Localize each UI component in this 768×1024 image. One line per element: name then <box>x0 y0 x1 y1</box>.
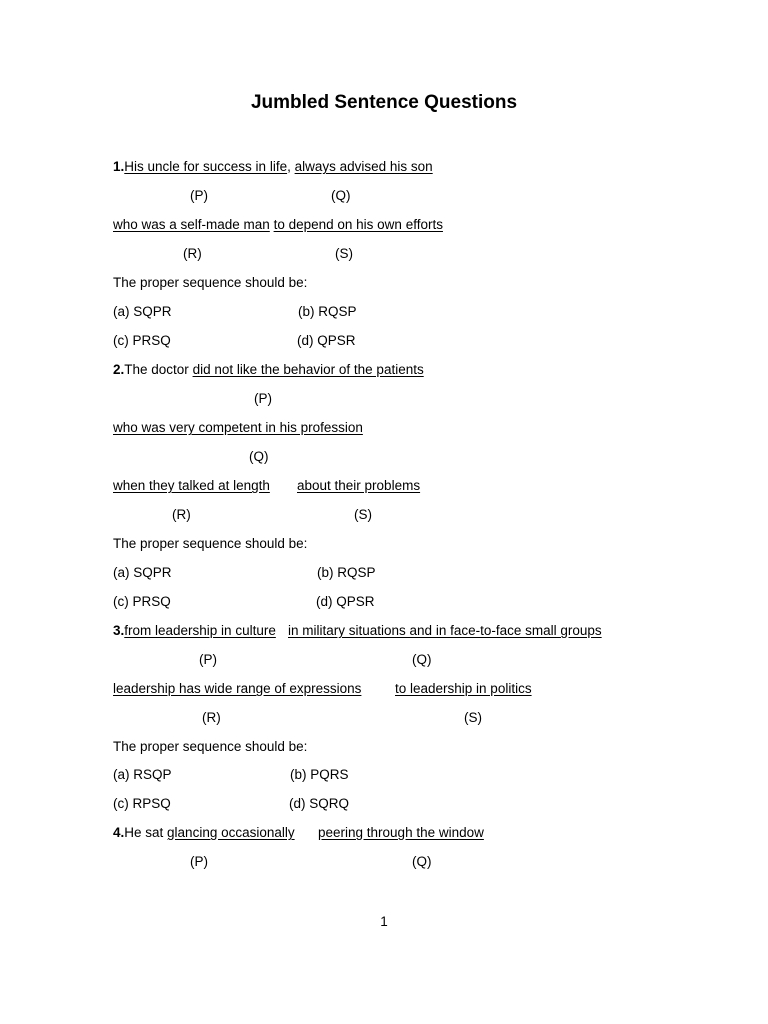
page-title: Jumbled Sentence Questions <box>250 92 518 113</box>
q2-part-p: did not like the behavior of the patients <box>192 362 424 377</box>
q1-option-a: (a) SQPR <box>113 304 172 319</box>
q2-line-2 <box>113 420 363 436</box>
q4-part-q: peering through the window <box>318 825 484 840</box>
q3-number: 3. <box>113 623 125 638</box>
page-number: 1 <box>380 914 388 929</box>
q1-label-r: (R) <box>183 246 202 261</box>
q1-label-s: (S) <box>335 246 353 261</box>
q4-lead: He sat <box>124 825 168 840</box>
q2-lead: The doctor <box>124 362 193 377</box>
q1-part-s: to depend on his own efforts <box>273 217 443 232</box>
q1-label-p: (P) <box>190 188 208 203</box>
q3-option-d: (d) SQRQ <box>289 796 350 811</box>
q4-part-p: glancing occasionally <box>167 825 295 840</box>
q3-part-q: in military situations and in face-to-face small groups <box>288 623 602 638</box>
q4-line-1b <box>318 825 484 841</box>
q2-option-c: (c) PRSQ <box>113 594 171 609</box>
q2-part-r: when they talked at length <box>113 478 270 493</box>
q2-label-s: (S) <box>354 507 372 522</box>
q3-part-r: leadership has wide range of expressions <box>113 681 362 696</box>
q2-label-p: (P) <box>254 391 272 406</box>
q2-option-a: (a) SQPR <box>113 565 172 580</box>
q4-number: 4. <box>113 825 125 840</box>
q1-line-2 <box>113 217 443 233</box>
q3-label-s: (S) <box>464 710 482 725</box>
q3-option-a: (a) RSQP <box>113 767 172 782</box>
q2-part-q: who was very competent in his profession <box>113 420 363 435</box>
q4-line-1 <box>113 825 295 841</box>
q1-line-1 <box>113 159 433 175</box>
q2-line-3 <box>113 478 270 494</box>
q3-line-2b <box>395 681 532 697</box>
q3-option-b: (b) PQRS <box>290 767 349 782</box>
q3-line-1 <box>113 623 276 639</box>
q3-sequence-prompt: The proper sequence should be: <box>113 739 308 754</box>
q1-comma: , <box>287 159 291 174</box>
q3-label-q: (Q) <box>412 652 432 667</box>
q2-option-d: (d) QPSR <box>316 594 375 609</box>
q3-part-p: from leadership in culture <box>124 623 276 638</box>
q2-label-q: (Q) <box>249 449 269 464</box>
q3-option-c: (c) RPSQ <box>113 796 171 811</box>
q1-part-r: who was a self-made man <box>113 217 270 232</box>
q2-line-1 <box>113 362 424 378</box>
q1-option-b: (b) RQSP <box>298 304 357 319</box>
q1-part-q: always advised his son <box>294 159 433 174</box>
q3-line-1b <box>288 623 602 639</box>
q2-line-3b <box>297 478 420 494</box>
q3-line-2 <box>113 681 361 697</box>
q2-sequence-prompt: The proper sequence should be: <box>113 536 308 551</box>
q1-label-q: (Q) <box>331 188 351 203</box>
q4-label-p: (P) <box>190 854 208 869</box>
q3-label-p: (P) <box>199 652 217 667</box>
q3-part-s: to leadership in politics <box>395 681 532 696</box>
q1-part-p: His uncle for success in life <box>124 159 288 174</box>
q4-label-q: (Q) <box>412 854 432 869</box>
q3-label-r: (R) <box>202 710 221 725</box>
q1-sequence-prompt: The proper sequence should be: <box>113 275 308 290</box>
q1-number: 1. <box>113 159 125 174</box>
q1-option-c: (c) PRSQ <box>113 333 171 348</box>
q2-number: 2. <box>113 362 125 377</box>
q1-option-d: (d) QPSR <box>297 333 356 348</box>
q2-label-r: (R) <box>172 507 191 522</box>
q2-option-b: (b) RQSP <box>317 565 376 580</box>
q2-part-s: about their problems <box>297 478 421 493</box>
